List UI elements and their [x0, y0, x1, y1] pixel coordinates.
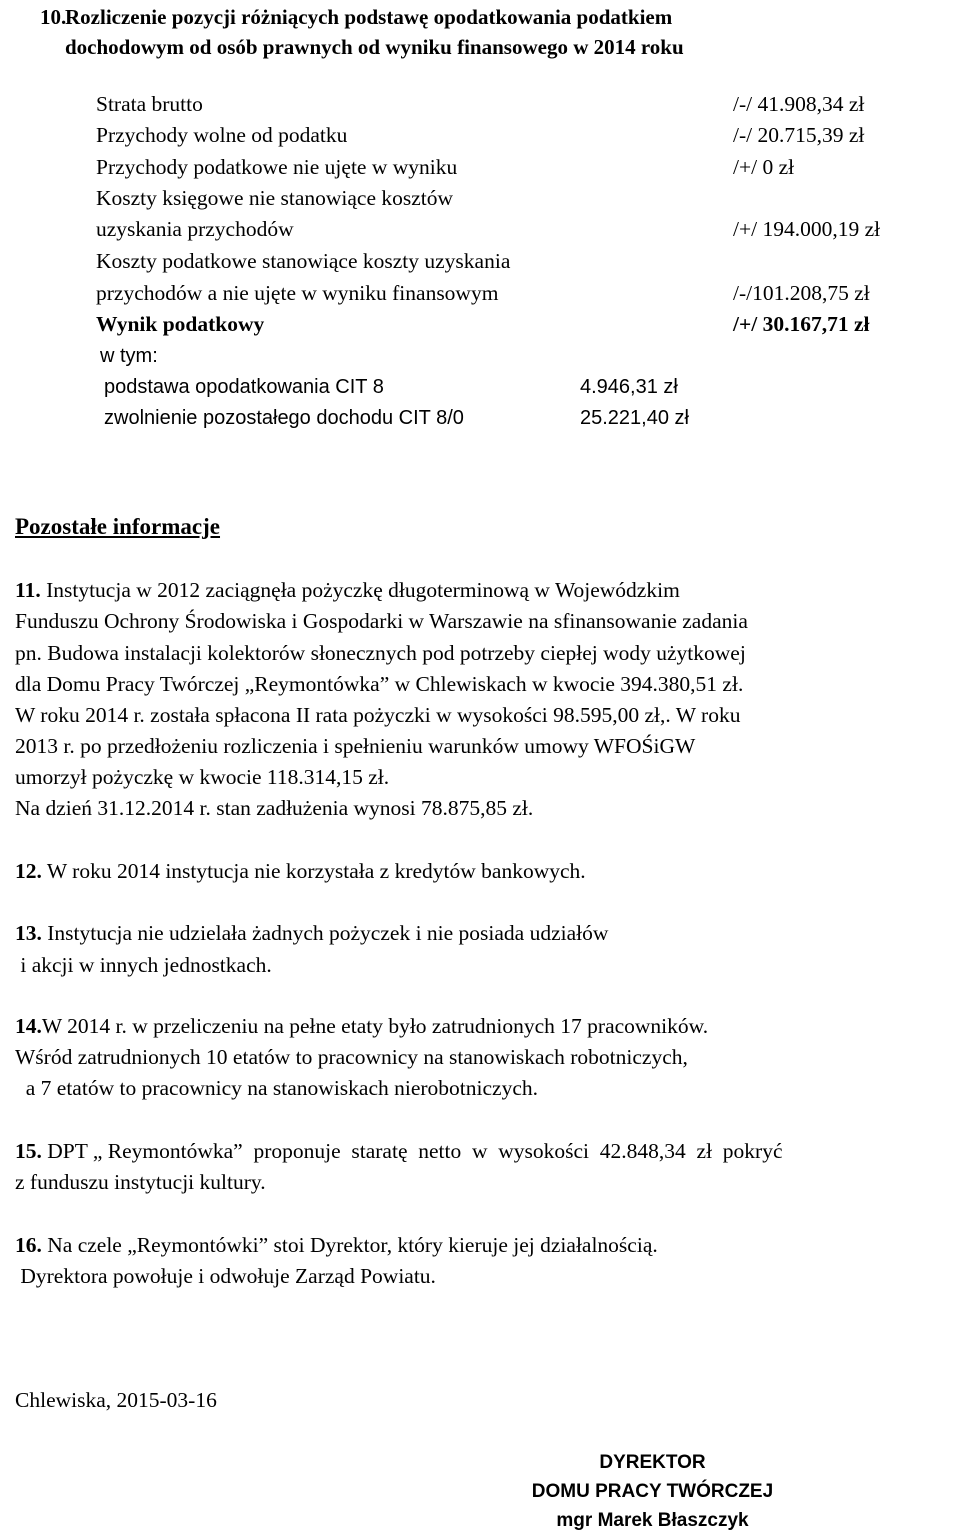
item-14-line-3: a 7 etatów to pracownicy na stanowiskach nierobotniczych.: [15, 1076, 538, 1100]
signature-name: mgr Marek Błaszczyk: [556, 1510, 749, 1531]
item-11-line-5: W roku 2014 r. została spłacona II rata pożyczki w wysokości 98.595,00 zł,. W roku: [15, 703, 741, 727]
row-value-przychody-podatkowe: /+/ 0 zł: [733, 155, 795, 179]
item-15-line-1: [15, 1136, 783, 1167]
item-16-line-1: [15, 1230, 658, 1261]
row-label-przychody-wolne: Przychody wolne od podatku: [96, 123, 348, 147]
section-title-line-2: dochodowym od osób prawnych od wyniku finansowego w 2014 roku: [65, 35, 684, 59]
breakdown-label: w tym:: [100, 345, 158, 367]
item-14-line-1: [15, 1011, 708, 1042]
item-12-text: W roku 2014 instytucja nie korzystała z kredytów bankowych.: [46, 859, 586, 883]
item-11-line-2: Funduszu Ochrony Środowiska i Gospodarki w Warszawie na sfinansowanie zadania: [15, 609, 748, 633]
item-11-line-1: [15, 575, 680, 606]
breakdown-value-cit8-0: 25.221,40 zł: [580, 407, 689, 429]
item-11-number: 11.: [15, 578, 41, 602]
other-info-heading: Pozostałe informacje: [15, 514, 221, 539]
item-15-text-1: DPT „ Reymontówka” proponuje staratę netto w wysokości 42.848,34 zł pokryć: [47, 1139, 783, 1163]
item-14-number: 14.: [15, 1014, 42, 1038]
item-11-line-3: pn. Budowa instalacji kolektorów słonecznych pod potrzeby ciepłej wody użytkowej: [15, 641, 746, 665]
row-label-wynik-podatkowy: Wynik podatkowy: [96, 312, 265, 336]
row-value-koszty-ksiegowe: /+/ 194.000,19 zł: [733, 217, 881, 241]
row-value-strata-brutto: /-/ 41.908,34 zł: [733, 92, 865, 116]
row-label-koszty-ksiegowe-1: Koszty księgowe nie stanowiące kosztów: [96, 186, 454, 210]
item-14-line-2: Wśród zatrudnionych 10 etatów to pracownicy na stanowiskach robotniczych,: [15, 1045, 688, 1069]
row-label-przychody-podatkowe: Przychody podatkowe nie ujęte w wyniku: [96, 155, 458, 179]
signature-institution: DOMU PRACY TWÓRCZEJ: [531, 1481, 774, 1502]
row-label-koszty-podatkowe-1: Koszty podatkowe stanowiące koszty uzyskania: [96, 249, 511, 273]
item-11-line-6: 2013 r. po przedłożeniu rozliczenia i spełnieniu warunków umowy WFOŚiGW: [15, 734, 696, 758]
item-11-line-8: Na dzień 31.12.2014 r. stan zadłużenia wynosi 78.875,85 zł.: [15, 796, 534, 820]
breakdown-value-cit8: 4.946,31 zł: [580, 376, 678, 398]
row-value-koszty-podatkowe: /-/101.208,75 zł: [733, 281, 870, 305]
item-16-number: 16.: [15, 1233, 42, 1257]
item-15-number: 15.: [15, 1139, 42, 1163]
row-value-przychody-wolne: /-/ 20.715,39 zł: [733, 123, 865, 147]
item-15-line-2: z funduszu instytucji kultury.: [15, 1170, 266, 1194]
item-12: [15, 856, 586, 887]
item-16-line-2: Dyrektora powołuje i odwołuje Zarząd Powiatu.: [15, 1264, 436, 1288]
item-13-number: 13.: [15, 921, 42, 945]
row-label-koszty-ksiegowe-2: uzyskania przychodów: [96, 217, 294, 241]
item-16-text-1: Na czele „Reymontówki” stoi Dyrektor, który kieruje jej działalnością.: [47, 1233, 658, 1257]
item-13-text-1: Instytucja nie udzielała żadnych pożyczek i nie posiada udziałów: [47, 921, 609, 945]
breakdown-label-cit8-0: zwolnienie pozostałego dochodu CIT 8/0: [104, 407, 464, 429]
section-number: 10.: [40, 5, 67, 29]
item-11-line-7: umorzył pożyczkę w kwocie 118.314,15 zł.: [15, 765, 390, 789]
item-13-line-1: [15, 918, 608, 949]
item-11-line-4: dla Domu Pracy Twórczej „Reymontówka” w Chlewiskach w kwocie 394.380,51 zł.: [15, 672, 744, 696]
item-14-text-1: W 2014 r. w przeliczeniu na pełne etaty było zatrudnionych 17 pracowników.: [41, 1014, 709, 1038]
item-11-text-1: Instytucja w 2012 zaciągnęła pożyczkę długoterminową w Wojewódzkim: [46, 578, 680, 602]
row-label-koszty-podatkowe-2: przychodów a nie ujęte w wyniku finansowym: [96, 281, 499, 305]
place-date: Chlewiska, 2015-03-16: [15, 1388, 217, 1412]
row-label-strata-brutto: Strata brutto: [96, 92, 203, 116]
section-title-line-1: Rozliczenie pozycji różniących podstawę opodatkowania podatkiem: [65, 5, 673, 29]
signature-title: DYREKTOR: [599, 1452, 706, 1473]
row-value-wynik-podatkowy: /+/ 30.167,71 zł: [733, 312, 870, 336]
item-12-number: 12.: [15, 859, 42, 883]
breakdown-label-cit8: podstawa opodatkowania CIT 8: [104, 376, 384, 398]
item-13-line-2: i akcji w innych jednostkach.: [15, 953, 272, 977]
